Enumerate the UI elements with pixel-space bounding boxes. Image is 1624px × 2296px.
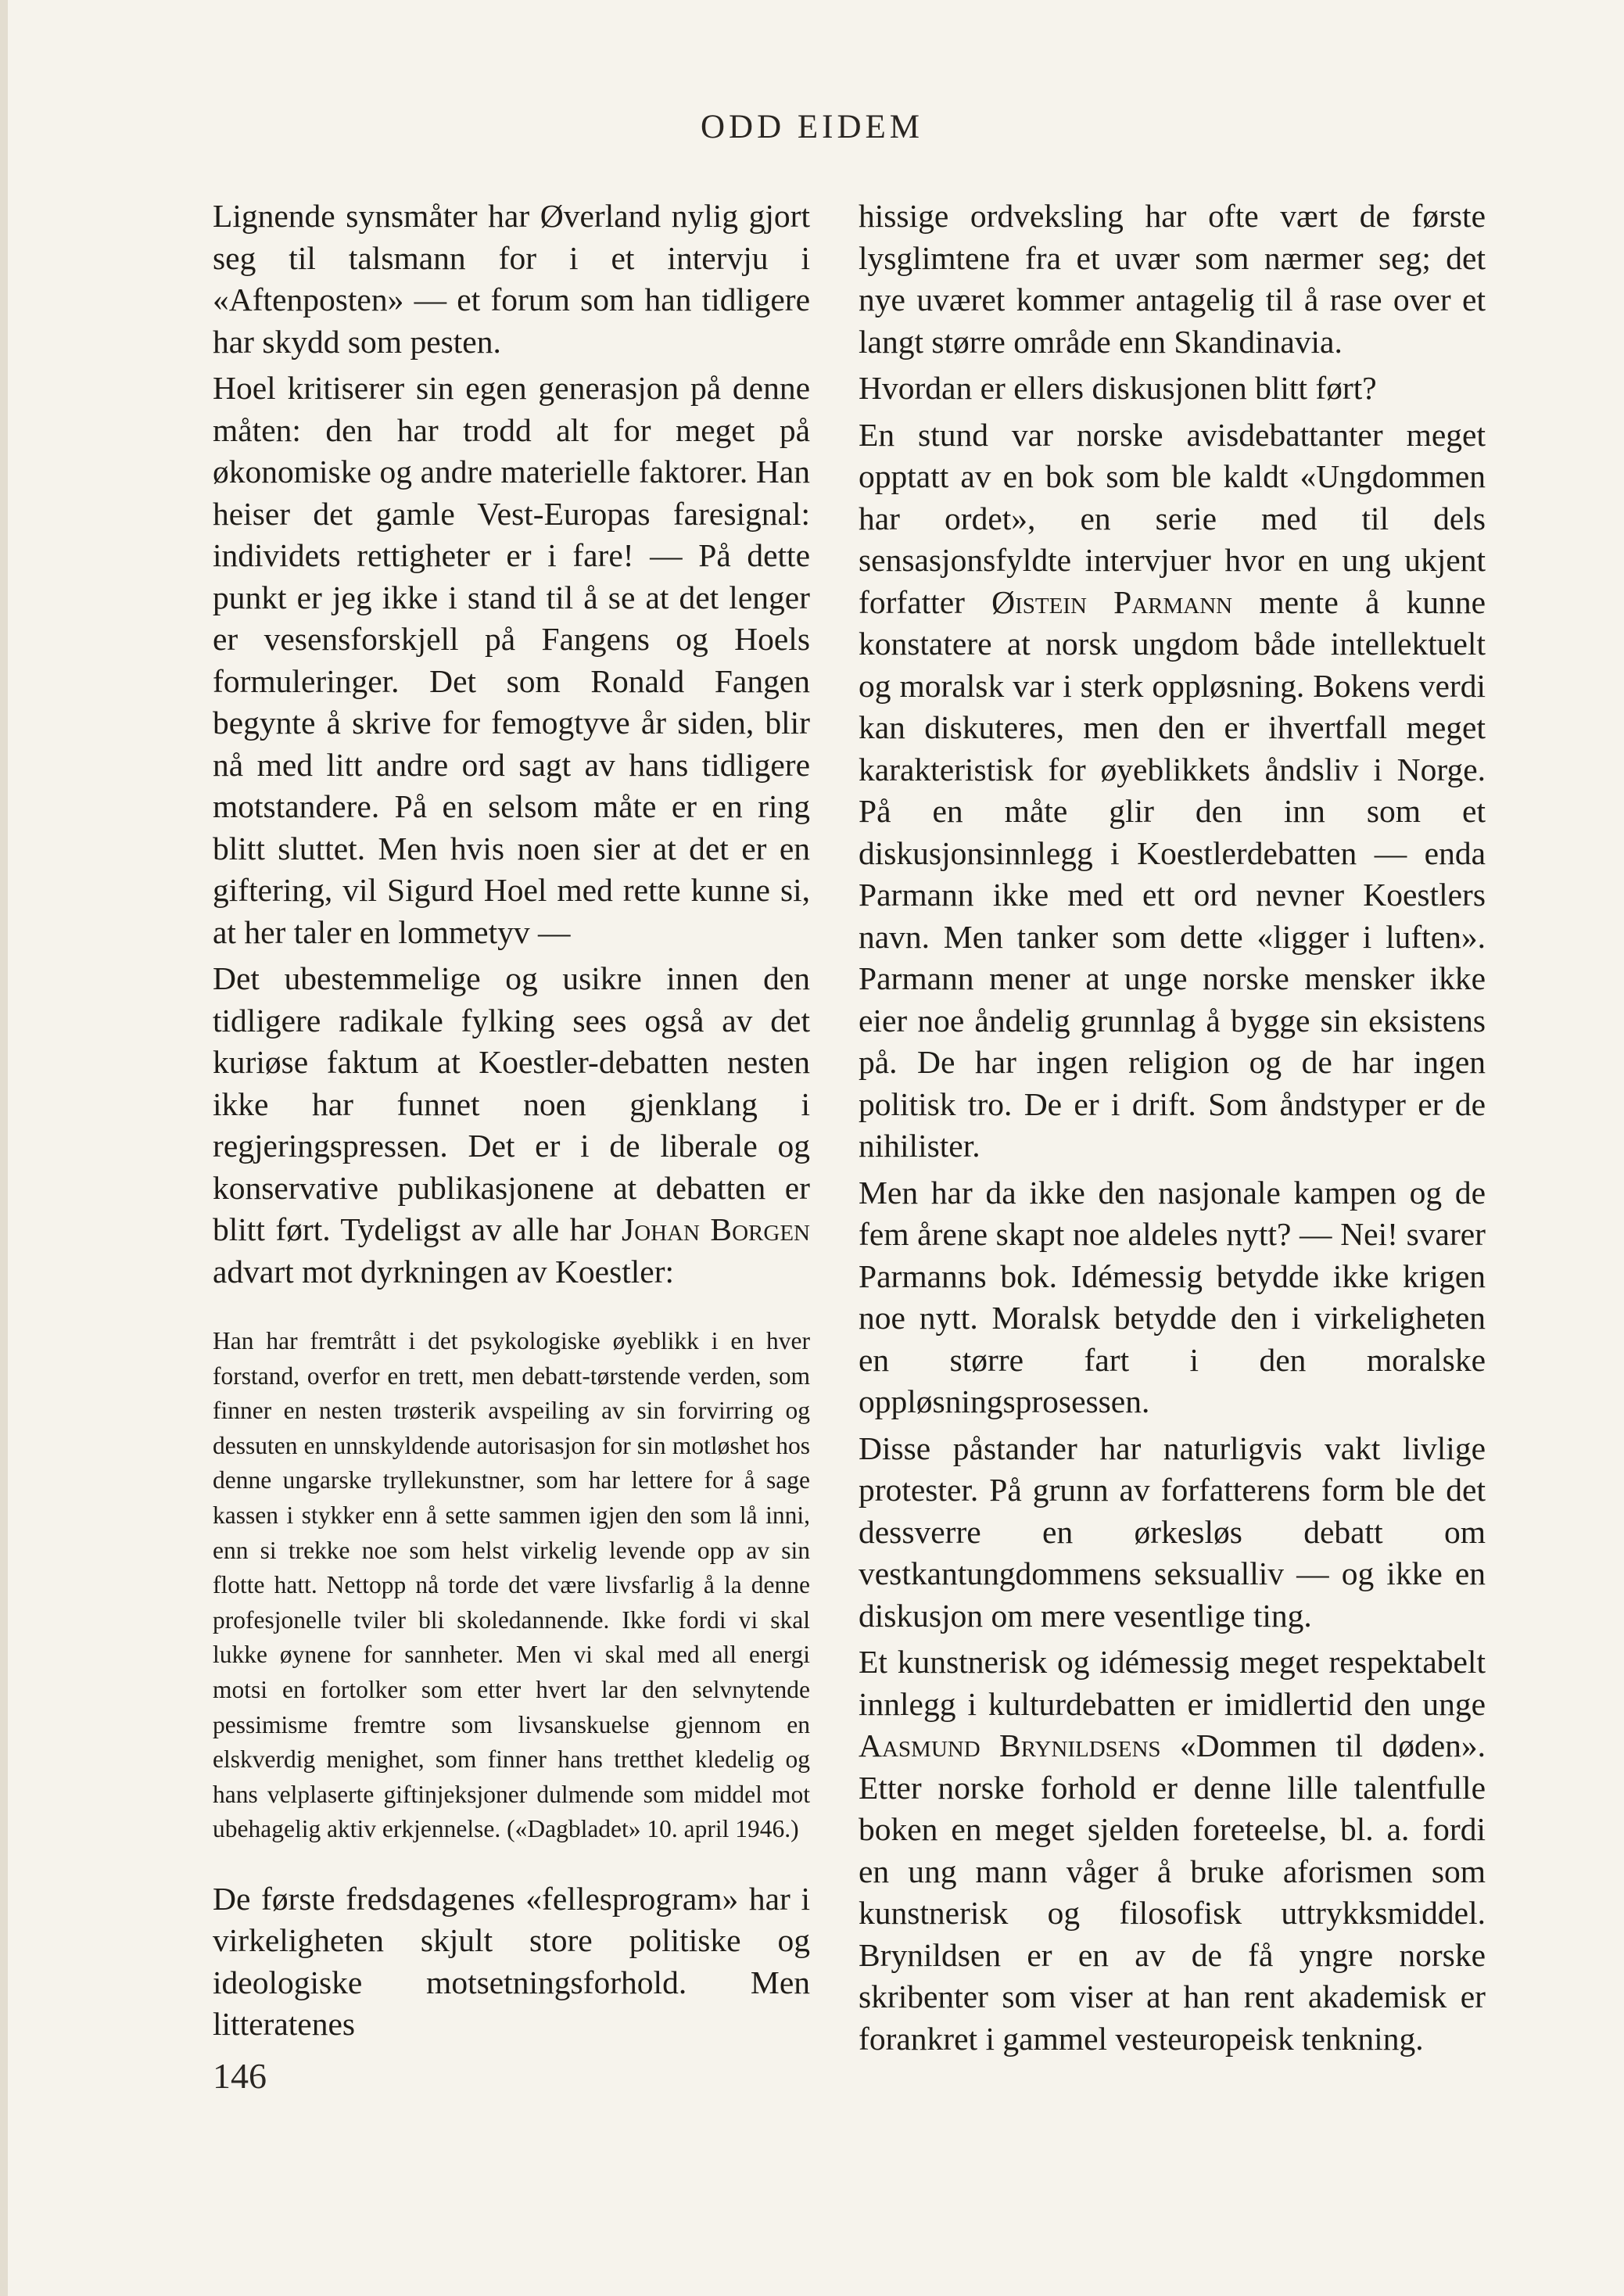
right-paragraph-1: hissige ordveksling har ofte vært de første lysglimtene fra et uvær som nærmer seg; det nye uværet kommer antagelig til å rase over et langt større område enn Skandinavia.	[859, 198, 1486, 360]
page-edge	[0, 0, 8, 2296]
author-name-johan-borgen: Johan Borgen	[622, 1211, 810, 1247]
paragraph-text: mente å kunne konstatere at norsk ungdom både intellektuelt og moralsk var i sterk oppløsning. Bokens verdi kan diskuteres, men den er ihvertfall meget karakteristisk for øyeblikkets åndsliv i Norge. På en måte glir den inn som et diskusjonsinnlegg i Koestlerdebatten — enda Parmann ikke med ett ord nevner Koestlers navn. Men tanker som dette «ligger i luften». Parmann mener at unge norske mensker ikke eier noe åndelig grunnlag å bygge sin eksistens på. De har ingen religion og de har ingen politisk tro. De er i drift. Som åndstyper er de nihilister.	[859, 583, 1486, 1164]
paragraph-text: Et kunstnerisk og idémessig meget respektabelt innlegg i kulturdebatten er imidlertid den unge	[859, 1644, 1486, 1722]
right-paragraph-5: Disse påstander har naturligvis vakt livlige protester. På grunn av forfatterens form ble det dessverre en ørkesløs debatt om vestkantungdommens seksualliv — og ikke en diskusjon om mere vesentlige ting.	[859, 1430, 1486, 1634]
left-paragraph-1: Lignende synsmåter har Øverland nylig gjort seg til talsmann for i et intervju i «Aftenposten» — et forum som han tidligere har skydd som pesten.	[213, 198, 810, 360]
author-name-oistein-parmann: Øistein Parmann	[991, 583, 1233, 620]
left-paragraph-3	[213, 958, 810, 1293]
left-column	[213, 196, 810, 2046]
right-paragraph-3	[859, 414, 1486, 1168]
left-paragraph-2: Hoel kritiserer sin egen generasjon på denne måten: den har trodd alt for meget på økonomiske og andre materielle faktorer. Han heiser det gamle Vest-Europas faresignal: individets rettigheter er i fare! — På dette punkt er jeg ikke i stand til å se at det lenger er vesensforskjell på Fangens og Hoels formuleringer. Det som Ronald Fangen begynte å skrive for femogtyve år siden, blir nå med litt andre ord sagt av hans tidligere motstandere. På en selsom måte er en ring blitt sluttet. Men hvis noen sier at det er en giftering, vil Sigurd Hoel med rette kunne si, at her taler en lommetyv —	[213, 370, 810, 950]
running-header: ODD EIDEM	[700, 109, 924, 145]
right-paragraph-4: Men har da ikke den nasjonale kampen og de fem årene skapt noe aldeles nytt? — Nei! svarer Parmanns bok. Idémessig betydde ikke krigen noe nytt. Moralsk betydde den i virkeligheten en større fart i den moralske oppløsningsprosessen.	[859, 1174, 1486, 1419]
right-column	[859, 196, 1486, 2060]
paragraph-text: Det ubestemmelige og usikre innen den tidligere radikale fylking sees også av det kuriøse faktum at Koestler-debatten nesten ikke har funnet noen gjenklang i regjeringspressen. Det er i de liberale og konservative publikasjonene at debatten er blitt ført. Tydeligst av alle har	[213, 960, 810, 1247]
left-paragraph-4: De første fredsdagenes «fellesprogram» har i virkeligheten skjult store politiske og ideologiske motsetningsforhold. Men litteratenes	[213, 1880, 810, 2043]
right-paragraph-6	[859, 1641, 1486, 2060]
paragraph-text: En stund var norske avisdebattanter meget opptatt av en bok som ble kaldt «Ungdommen har ordet», en serie med til dels sensasjonsfyldte intervjuer hvor en ung ukjent forfatter	[859, 416, 1486, 620]
page-number: 146	[213, 2056, 267, 2096]
author-name-aasmund-brynildsen: Aasmund Brynildsens	[859, 1727, 1161, 1763]
block-quote: Han har fremtrått i det psykologiske øyeblikk i en hver forstand, overfor en trett, men debatt-tørstende verden, som finner en nesten trøsterik avspeiling av sin forvirring og dessuten en unnskyldende autorisasjon for sin motløshet hos denne ungarske tryllekunstner, som har lettere for å sage kassen i stykker enn å sette sammen igjen den som lå inni, enn si trekke noe som helst virkelig levende opp av sin flotte hatt. Nettopp nå torde det være livsfarlig å la denne profesjonelle tviler bli skoledannende. Ikke fordi vi skal lukke øynene for sannheter. Men vi skal med all energi motsi en fortolker som etter hvert lar den selvnytende pessimisme fremtre som livsanskuelse gjennom en elskverdig menighet, som finner hans tretthet kledelig og hans velplaserte giftinjeksjoner dulmende som middel mot ubehagelig aktiv erkjennelse. («Dagbladet» 10. april 1946.)	[213, 1327, 810, 1843]
right-paragraph-2: Hvordan er ellers diskusjonen blitt ført?	[859, 370, 1377, 406]
paragraph-text: «Dommen til døden». Etter norske forhold er denne lille talentfulle boken en meget sjelden foreteelse, bl. a. fordi en ung mann våger å bruke aforismen som kunstnerisk og filosofisk uttrykksmiddel. Brynildsen er en av de få yngre norske skribenter som viser at han rent akademisk er forankret i gammel vesteuropeisk tenkning.	[859, 1727, 1486, 2057]
paragraph-text: advart mot dyrkningen av Koestler:	[213, 1253, 675, 1290]
